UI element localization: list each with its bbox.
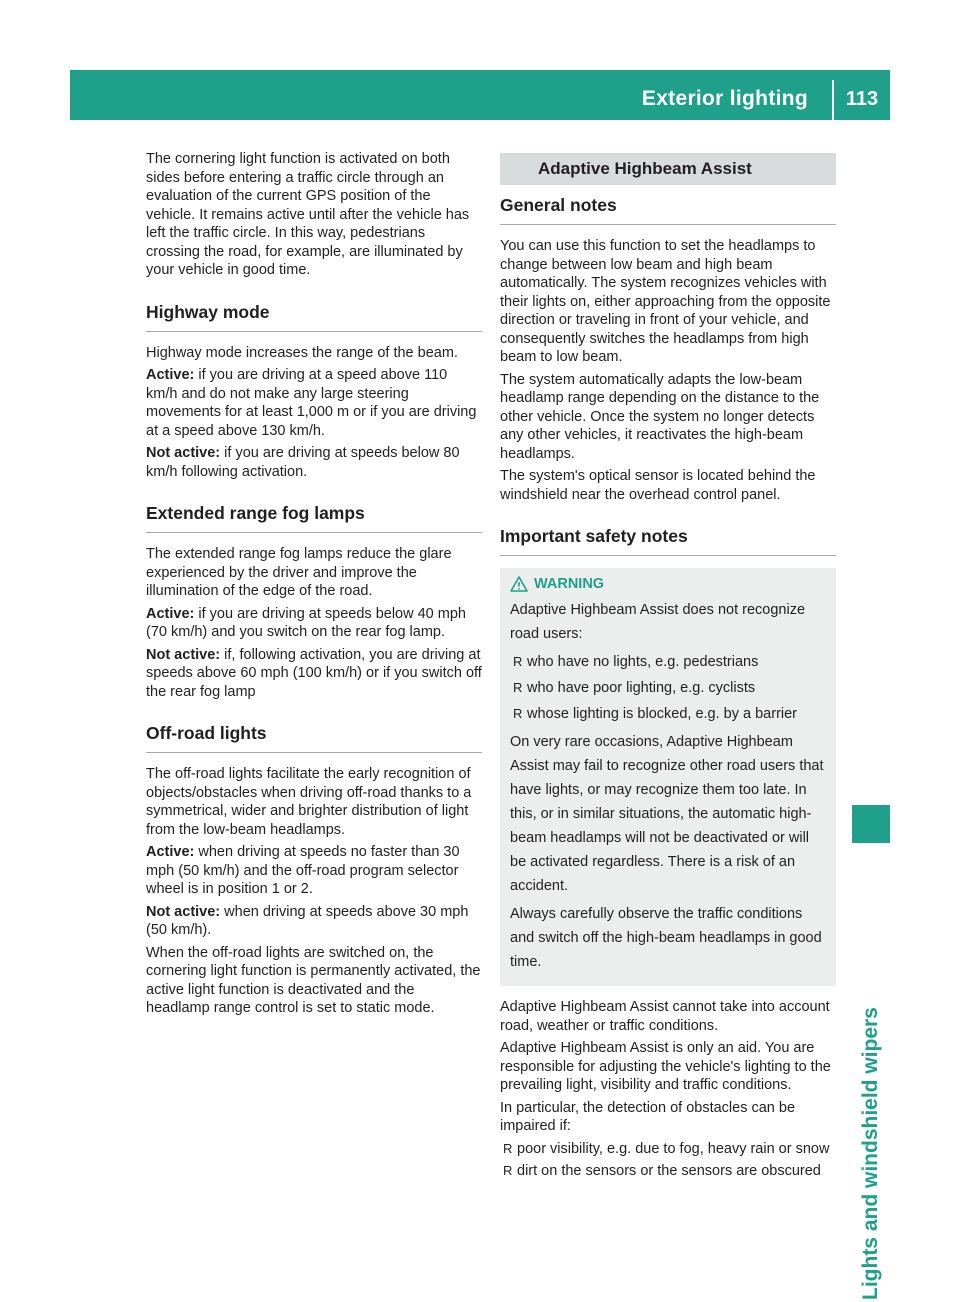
general-paragraph-1: You can use this function to set the headlamps to change between low beam and high beam automatically. The system recognizes vehicles with their lights on, either approaching from the opposite direction or traveling in front of your vehicle, and consequently switches the headlamps from high beam to low beam. — [500, 238, 831, 365]
section-banner: Adaptive Highbeam Assist — [500, 153, 836, 185]
offroad-heading: Off-road lights — [146, 723, 482, 753]
list-item-text: poor visibility, e.g. due to fog, heavy rain or snow — [517, 1140, 830, 1157]
safety-paragraph-3: In particular, the detection of obstacles can be impaired if: — [500, 1099, 796, 1134]
active-label: Active: — [146, 605, 195, 622]
active-label: Active: — [146, 844, 195, 860]
fog-heading: Extended range fog lamps — [146, 503, 482, 533]
list-item-text: who have poor lighting, e.g. cyclists — [527, 680, 756, 696]
chapter-tab — [852, 860, 890, 1300]
highway-paragraph: Highway mode increases the range of the beam. — [146, 344, 458, 361]
warning-paragraph-2: On very rare occasions, Adaptive Highbeam Assist may fail to recognize other road users that have lights, or may recognize them too late. In this, or in similar situations, the automatic high-beam headlamps will not be deactivated or will be activated regardless. There is a risk of an accident. — [510, 734, 824, 894]
highway-not-active — [146, 444, 482, 481]
general-heading: General notes — [500, 195, 836, 225]
bullet-icon: R — [503, 1163, 513, 1178]
list-item-text: whose lighting is blocked, e.g. by a barrier — [527, 706, 798, 722]
list-item — [510, 650, 828, 674]
not-active-text: if, following activation, you are driving at speeds above 60 mph (100 km/h) or if you switch off the rear fog lamp — [146, 646, 482, 700]
list-item-text: dirt on the sensors or the sensors are obscured — [517, 1163, 821, 1179]
page-number: 113 — [845, 88, 879, 110]
warning-title — [510, 576, 828, 592]
bullet-icon: R — [513, 680, 523, 695]
not-active-text: if you are driving at speeds below 80 km/h following activation. — [146, 445, 460, 480]
warning-label: WARNING — [534, 576, 605, 592]
not-active-label: Not active: — [146, 903, 221, 920]
fog-paragraph: The extended range fog lamps reduce the glare experienced by the driver and improve the illumination of the edge of the road. — [146, 546, 452, 599]
impairment-list — [500, 1140, 836, 1181]
active-text: when driving at speeds no faster than 30 mph (50 km/h) and the off-road program selector wheel is in position 1 or 2. — [146, 844, 460, 897]
active-label: Active: — [146, 367, 195, 383]
offroad-paragraph: The off-road lights facilitate the early recognition of objects/obstacles when driving off-road thanks to a symmetrical, wider and brighter distribution of light from the low-beam headlamps. — [146, 766, 472, 838]
chapter-marker — [852, 805, 890, 843]
warning-box — [500, 568, 836, 986]
general-paragraph-2: The system automatically adapts the low-beam headlamp range depending on the distance to the other vehicle. Once the system no longer detects any other vehicles, it reactivates the high-beam headlamps. — [500, 371, 820, 462]
offroad-not-active — [146, 903, 482, 940]
warning-list — [510, 650, 828, 726]
intro-paragraph: The cornering light function is activated on both sides before entering a traffic circle through an evaluation of the current GPS position of the vehicle. It remains active until after the vehicle has left the traffic circle. In this way, pedestrians crossing the road, for example, are illuminated by your vehicle in good time. — [146, 151, 470, 278]
list-item — [510, 676, 828, 700]
highway-active — [146, 366, 482, 440]
not-active-label: Not active: — [146, 445, 221, 461]
list-item-text: who have no lights, e.g. pedestrians — [527, 654, 759, 670]
warning-paragraph-1: Adaptive Highbeam Assist does not recognize road users: — [510, 602, 806, 642]
highway-heading: Highway mode — [146, 302, 482, 332]
safety-paragraph-1: Adaptive Highbeam Assist cannot take into account road, weather or traffic conditions. — [500, 999, 830, 1034]
bullet-icon: R — [513, 706, 523, 721]
not-active-label: Not active: — [146, 646, 221, 663]
active-text: if you are driving at speeds below 40 mph (70 km/h) and you switch on the rear fog lamp. — [146, 605, 466, 640]
not-active-text: when driving at speeds above 30 mph (50 km/h). — [146, 903, 469, 938]
list-item — [500, 1140, 836, 1159]
active-text: if you are driving at a speed above 110 km/h and do not make any large steering movements for at least 1,000 m or if you are driving at a speed above 130 km/h. — [146, 367, 477, 439]
page-header — [70, 70, 890, 120]
general-paragraph-3: The system's optical sensor is located behind the windshield near the overhead control panel. — [500, 468, 816, 503]
warning-paragraph-3: Always carefully observe the traffic conditions and switch off the high-beam headlamps in good time. — [510, 906, 822, 970]
bullet-icon: R — [513, 654, 523, 669]
warning-triangle-icon — [510, 576, 528, 592]
list-item — [500, 1162, 836, 1181]
offroad-active — [146, 843, 482, 899]
left-column — [146, 150, 482, 1022]
chapter-tab-label: Lights and windshield wipers — [859, 1007, 882, 1300]
section-title: Exterior lighting — [641, 87, 808, 110]
safety-heading: Important safety notes — [500, 526, 836, 556]
bullet-icon: R — [503, 1140, 513, 1156]
offroad-paragraph-2: When the off-road lights are switched on, the cornering light function is permanently activated, the active light function is deactivated and the headlamp range control is set to static mode. — [146, 944, 481, 1016]
safety-paragraph-2: Adaptive Highbeam Assist is only an aid. You are responsible for adjusting the vehicle's lighting to the prevailing light, visibility and traffic conditions. — [500, 1040, 831, 1093]
fog-active — [146, 605, 482, 642]
right-column — [500, 153, 836, 1185]
list-item — [510, 702, 828, 726]
fog-not-active — [146, 646, 482, 702]
